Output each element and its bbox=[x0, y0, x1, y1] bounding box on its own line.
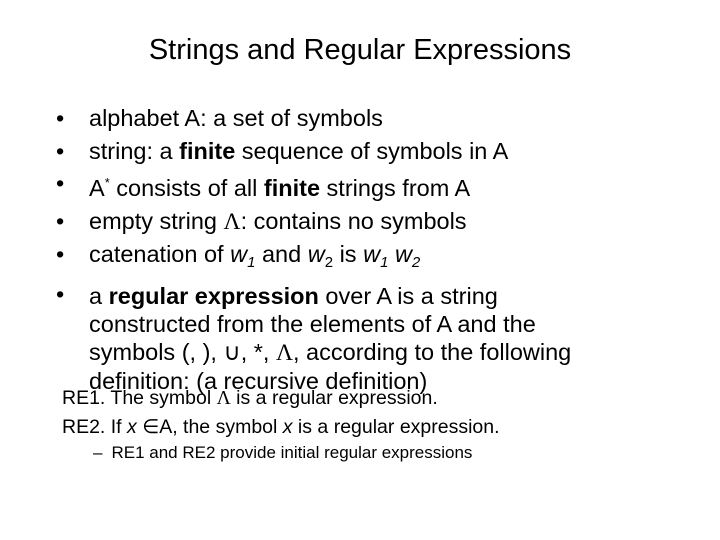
bullet-text: string: a bbox=[89, 137, 180, 164]
subscript-1: 1 bbox=[247, 254, 256, 271]
bullet-text: alphabet A: a set of symbols bbox=[89, 105, 383, 131]
subscript-1: 1 bbox=[380, 254, 389, 271]
bullet-text: a bbox=[89, 282, 109, 309]
union-symbol: ∪ bbox=[223, 339, 241, 366]
var-w: w bbox=[363, 241, 381, 267]
bullet-kleene-star bbox=[56, 167, 676, 205]
note-text: RE1 and RE2 provide initial regular expressions bbox=[111, 443, 473, 462]
rule-text: is a regular expression. bbox=[230, 387, 438, 409]
rule-re1 bbox=[62, 384, 702, 413]
bullet-text: , according to the following bbox=[293, 338, 572, 365]
bullet-text: and bbox=[255, 241, 308, 267]
bullet-text: symbols (, ), bbox=[89, 338, 224, 365]
bullet-regular-expression bbox=[56, 280, 676, 395]
bullet-marker: • bbox=[56, 105, 65, 131]
sub-bullet-note bbox=[93, 440, 693, 466]
rule-text: A, the symbol bbox=[159, 416, 283, 438]
bullet-marker: • bbox=[56, 170, 65, 196]
slide-title: Strings and Regular Expressions bbox=[148, 34, 572, 66]
rule-text: RE2. If bbox=[62, 416, 128, 438]
lambda-symbol: Λ bbox=[216, 388, 231, 409]
subscript-2: 2 bbox=[324, 254, 334, 271]
dash-marker: – bbox=[93, 443, 103, 462]
bullet-text: : contains no symbols bbox=[240, 207, 467, 234]
bullet-text: catenation of bbox=[89, 241, 231, 267]
rule-text: RE1. The symbol bbox=[62, 387, 217, 409]
var-x: x bbox=[282, 416, 293, 438]
bullet-bold-term: finite bbox=[263, 175, 321, 201]
bullet-marker: • bbox=[56, 207, 65, 234]
definitions bbox=[62, 384, 702, 442]
var-w: w bbox=[394, 241, 412, 267]
bullet-text: sequence of symbols in A bbox=[235, 137, 509, 164]
subscript-2: 2 bbox=[411, 254, 421, 271]
bullet-bold-term: regular expression bbox=[108, 282, 319, 309]
bullet-catenation bbox=[56, 238, 676, 280]
element-of-symbol: ∈ bbox=[142, 417, 160, 438]
bullet-string bbox=[56, 135, 676, 168]
bullet-marker: • bbox=[56, 137, 65, 164]
bullet-alphabet bbox=[56, 102, 676, 135]
bullet-text: consists of all bbox=[109, 175, 264, 201]
bullet-text: empty string bbox=[89, 207, 224, 234]
bullet-text: , *, bbox=[240, 338, 276, 365]
var-w: w bbox=[307, 241, 325, 267]
star-superscript: * bbox=[104, 175, 110, 190]
bullet-text: A bbox=[89, 175, 105, 201]
bullet-text: definition: (a recursive definition) bbox=[89, 367, 428, 394]
lambda-symbol: Λ bbox=[275, 339, 293, 366]
var-x: x bbox=[127, 416, 137, 438]
bullet-marker: • bbox=[56, 280, 65, 307]
bullet-marker: • bbox=[56, 241, 65, 267]
bullet-text: constructed from the elements of A and the bbox=[89, 310, 536, 337]
var-w: w bbox=[230, 241, 248, 267]
bullet-text: over A is a string bbox=[318, 282, 498, 309]
bullet-list bbox=[56, 102, 676, 395]
rule-text: is a regular expression. bbox=[292, 416, 500, 438]
bullet-empty-string bbox=[56, 205, 676, 239]
lambda-symbol: Λ bbox=[223, 208, 241, 235]
bullet-bold-term: finite bbox=[179, 137, 236, 164]
bullet-text: is bbox=[333, 241, 364, 267]
bullet-text: strings from A bbox=[320, 175, 471, 201]
rule-re2 bbox=[62, 413, 702, 442]
